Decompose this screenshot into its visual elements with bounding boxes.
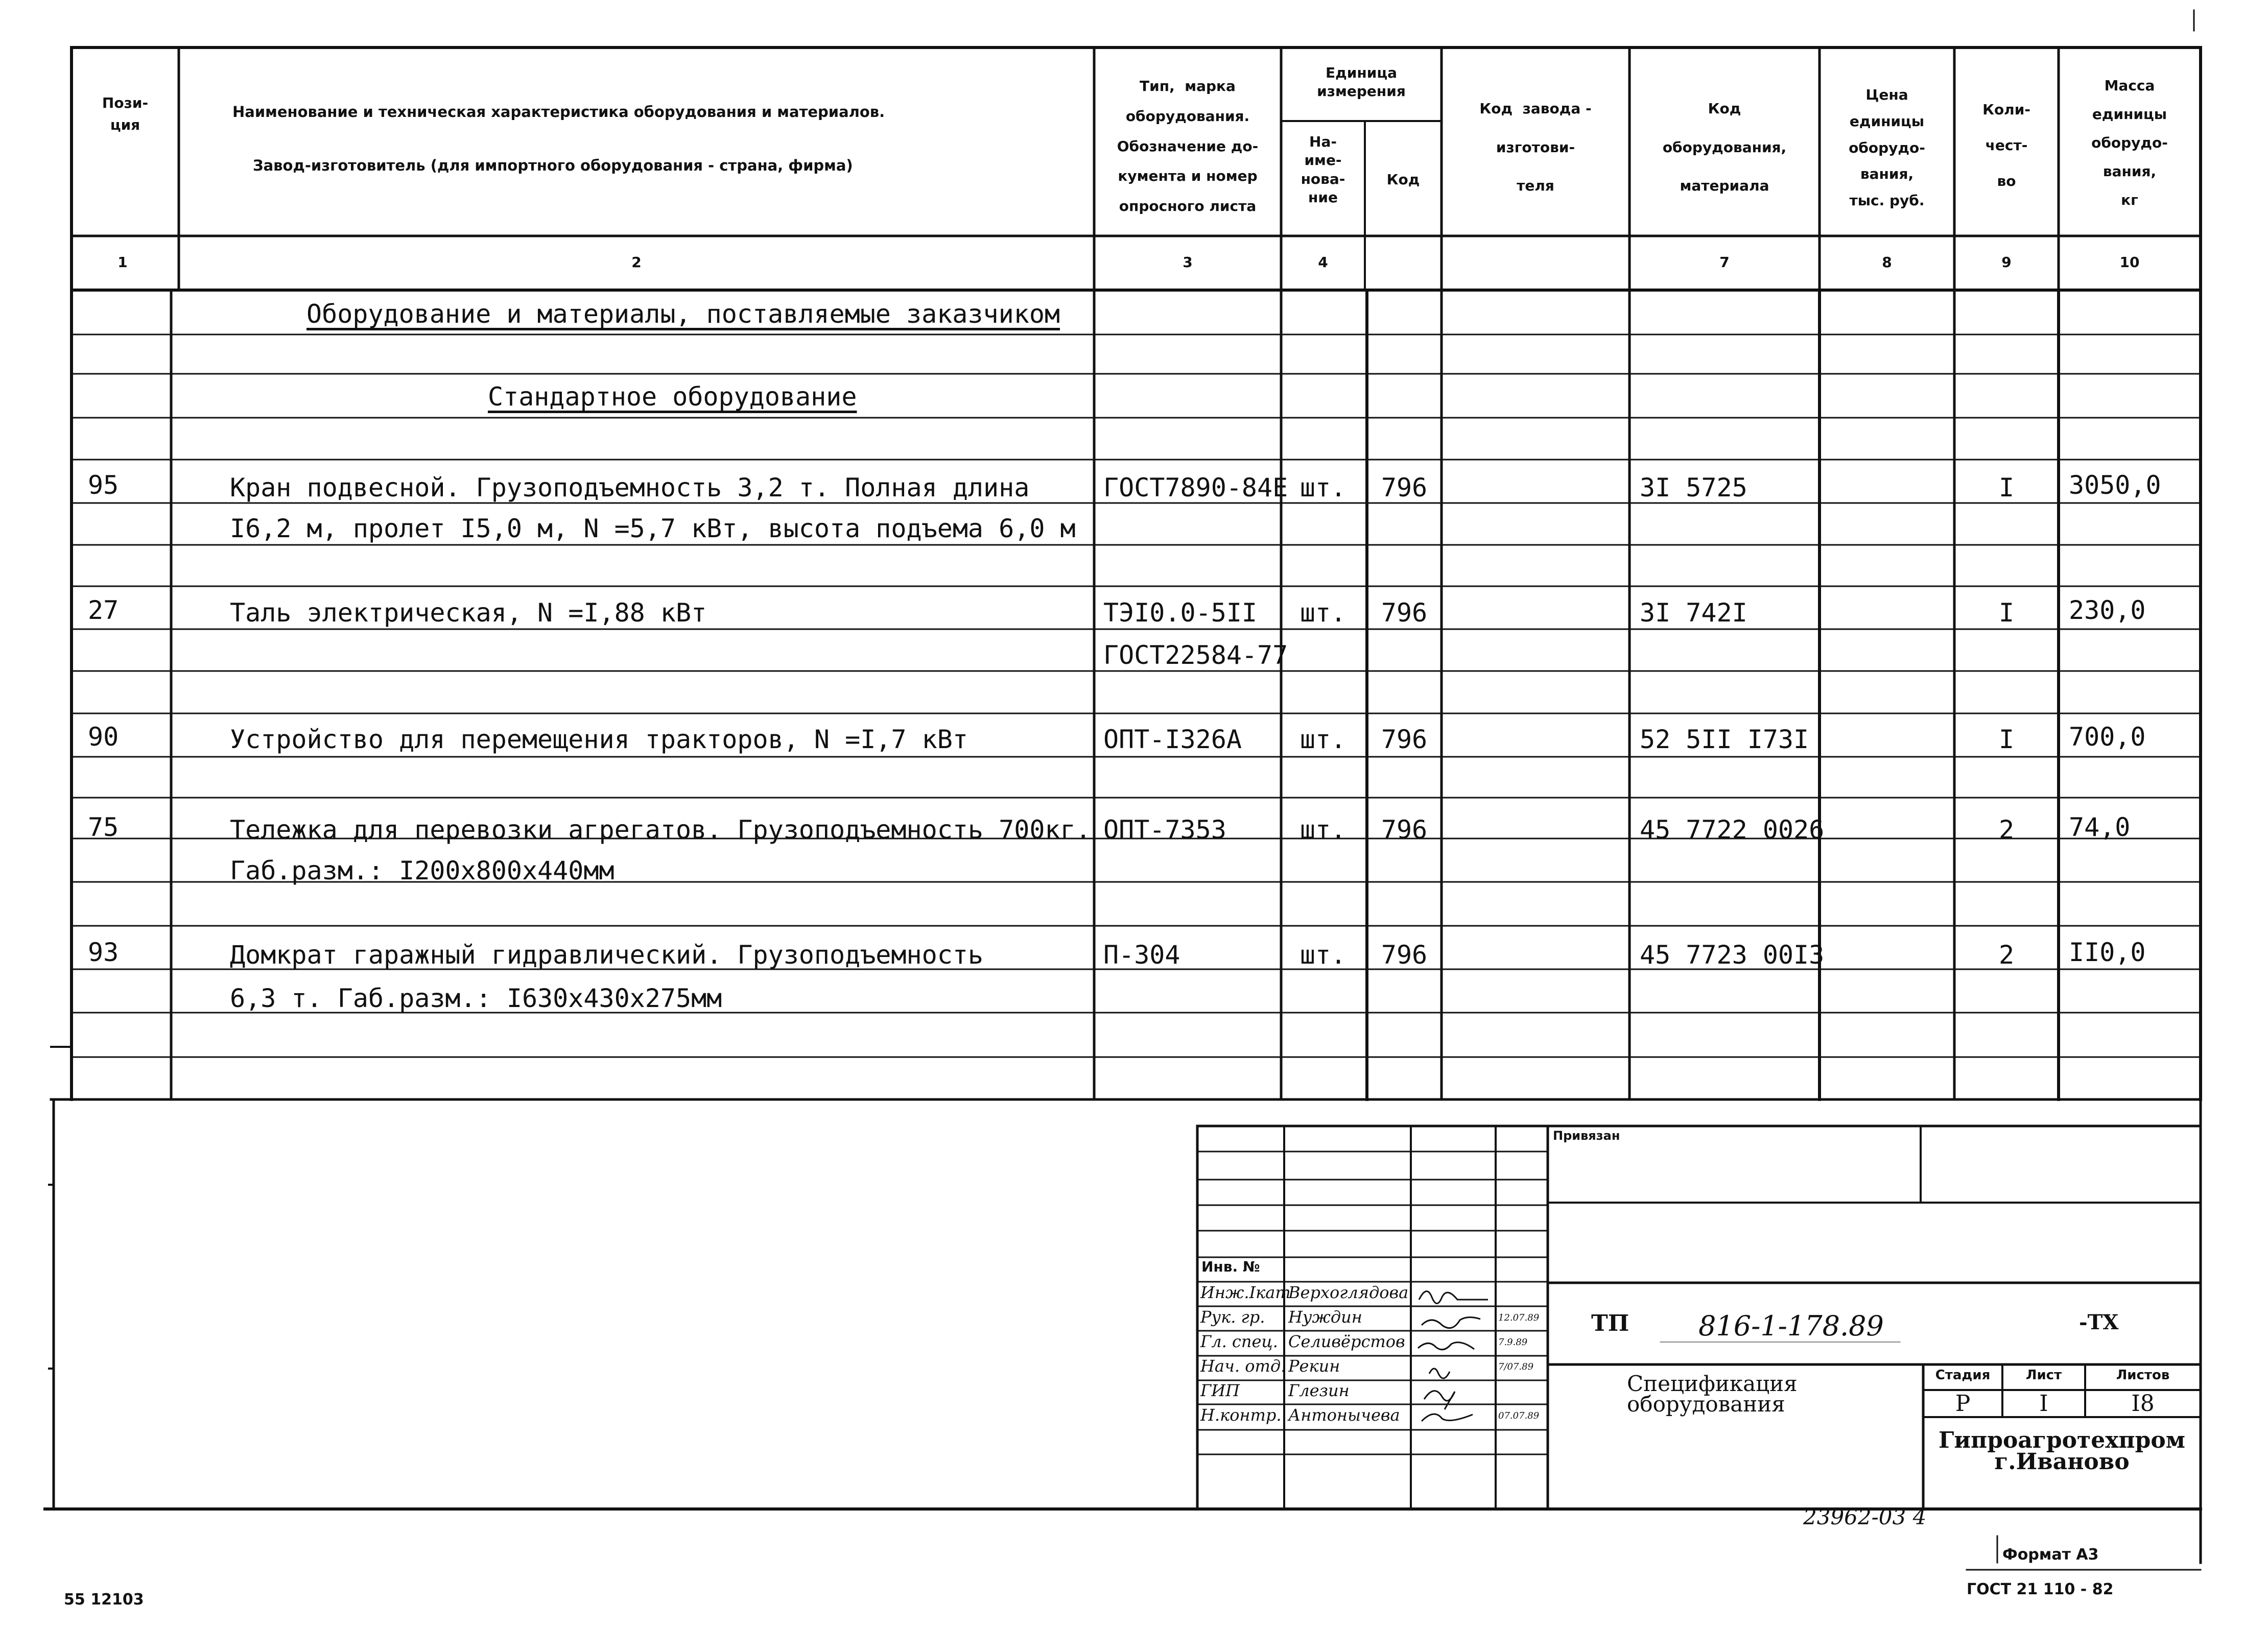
row-unit-code: 796: [1381, 940, 1428, 970]
signer-date: 12.07.89: [1498, 1312, 1540, 1323]
header-price: Цена единицы оборудо- вания, тыс. руб.: [1849, 86, 1925, 209]
sheet-label: Лист: [2025, 1368, 2062, 1383]
row-unit-code: 796: [1381, 815, 1428, 845]
row-name-line: Тележка для перевозки агрегатов. Грузоподъемность 700кг.: [230, 815, 1091, 845]
row-name-line: Кран подвесной. Грузоподъемность 3,2 т. Полная длина: [230, 473, 1030, 502]
doc-title: Спецификация оборудования: [1627, 1371, 1798, 1417]
row-name-line: Габ.разм.: I200х800х440мм: [230, 856, 615, 885]
colnum-9: 9: [2001, 254, 2012, 271]
header-quantity: Коли- чест- во: [1982, 101, 2030, 189]
row-unit-code: 796: [1381, 473, 1428, 502]
header-name-line2: Завод-изготовитель (для импортного оборудования - страна, фирма): [253, 157, 853, 174]
colnum-1: 1: [117, 254, 128, 271]
row-type: П-304: [1103, 940, 1180, 970]
header-unit: Единица измерения: [1317, 64, 1406, 100]
archive-number: 23962-03 4: [1803, 1504, 1927, 1529]
colnum-2: 2: [631, 254, 642, 271]
colnum-4: 4: [1318, 254, 1328, 271]
row-mass: II0,0: [2069, 938, 2146, 967]
row-quantity: I: [1998, 598, 2015, 628]
signer-name: Антонычева: [1288, 1405, 1400, 1425]
colnum-8: 8: [1882, 254, 1892, 271]
row-name-line: Домкрат гаражный гидравлический. Грузоподъемность: [230, 940, 984, 970]
stage-label: Стадия: [1935, 1368, 1991, 1383]
header-plant-code: Код завода - изготови- теля: [1479, 100, 1592, 195]
format-label: Формат А3: [2002, 1546, 2099, 1564]
row-type: ОПТ-7353: [1103, 815, 1226, 845]
row-type: ГОСТ22584-77: [1103, 640, 1288, 670]
signer-name: Рекин: [1288, 1356, 1340, 1376]
sheet-value: I: [2039, 1391, 2048, 1417]
row-position: 75: [88, 812, 119, 842]
row-equipment-code: 45 7722 0026: [1640, 815, 1825, 845]
row-name-line: Таль электрическая, N =I,88 кВт: [230, 598, 707, 628]
row-mass: 700,0: [2069, 722, 2146, 752]
row-name-line: 6,3 т. Габ.разм.: I630х430х275мм: [230, 984, 722, 1013]
colnum-10: 10: [2119, 254, 2140, 271]
signer-name: Верхоглядова: [1288, 1283, 1409, 1302]
section-customer-supplied: Оборудование и материалы, поставляемые заказчиком: [306, 299, 1060, 329]
row-equipment-code: 3I 5725: [1640, 473, 1747, 502]
header-name-line1: Наименование и техническая характеристика оборудования и материалов.: [232, 103, 885, 121]
row-unit: шт.: [1300, 598, 1346, 628]
row-quantity: 2: [1998, 940, 2015, 970]
row-unit-code: 796: [1381, 725, 1428, 754]
sheets-value: I8: [2131, 1391, 2155, 1417]
linked-label: Привязан: [1553, 1129, 1620, 1143]
stage-value: Р: [1955, 1391, 1971, 1417]
sheets-label: Листов: [2116, 1368, 2170, 1383]
header-unit-name: На- име- нова- ние: [1301, 133, 1345, 206]
row-quantity: I: [1998, 725, 2015, 754]
row-type: ГОСТ7890-84Е: [1103, 473, 1288, 502]
header-equipment-code: Код оборудования, материала: [1662, 100, 1787, 195]
header-mass: Масса единицы оборудо- вания, кг: [2091, 77, 2168, 208]
row-quantity: I: [1998, 473, 2015, 502]
colnum-7: 7: [1719, 254, 1730, 271]
row-unit: шт.: [1300, 473, 1346, 502]
signer-role: ГИП: [1200, 1381, 1240, 1400]
row-equipment-code: 3I 742I: [1640, 598, 1747, 628]
signer-role: Н.контр.: [1200, 1405, 1282, 1425]
row-position: 95: [88, 470, 119, 500]
organization: Гипроагротехпром г.Иваново: [1939, 1427, 2185, 1475]
signer-role: Гл. спец.: [1200, 1332, 1278, 1351]
row-type: ОПТ-I326А: [1103, 725, 1242, 754]
signatures-image: [1414, 1284, 1496, 1427]
section-standard-equipment: Стандартное оборудование: [488, 382, 857, 412]
signer-name: Нуждин: [1288, 1307, 1362, 1327]
colnum-3: 3: [1183, 254, 1193, 271]
row-type: ТЭI0.0-5II: [1103, 598, 1258, 628]
row-name-line: Устройство для перемещения тракторов, N =I,7 кВт: [230, 725, 968, 754]
left-code: 55 12103: [64, 1591, 144, 1609]
row-unit-code: 796: [1381, 598, 1428, 628]
signer-role: Нач. отд.: [1200, 1356, 1286, 1376]
signer-name: Селивёрстов: [1288, 1332, 1405, 1351]
row-unit: шт.: [1300, 725, 1346, 754]
signer-role: Рук. гр.: [1200, 1307, 1265, 1327]
signer-date: 07.07.89: [1498, 1410, 1540, 1421]
header-position: Пози- ция: [102, 94, 149, 134]
row-equipment-code: 45 7723 00I3: [1640, 940, 1825, 970]
signer-role: Инж.Iкат: [1200, 1283, 1291, 1302]
row-unit: шт.: [1300, 940, 1346, 970]
row-unit: шт.: [1300, 815, 1346, 845]
signer-name: Глезин: [1288, 1381, 1350, 1400]
doc-suffix: -ТХ: [2079, 1310, 2119, 1334]
doc-prefix: ТП: [1591, 1310, 1629, 1336]
row-quantity: 2: [1998, 815, 2015, 845]
signer-date: 7.9.89: [1498, 1337, 1528, 1348]
row-position: 27: [88, 595, 119, 625]
row-mass: 230,0: [2069, 595, 2146, 625]
gost-label: ГОСТ 21 110 - 82: [1967, 1580, 2114, 1598]
row-position: 93: [88, 938, 119, 967]
inventory-label: Инв. №: [1201, 1258, 1260, 1275]
header-type: Тип, марка оборудования. Обозначение до- кумента и номер опросного листа: [1117, 78, 1259, 215]
row-mass: 3050,0: [2069, 470, 2161, 500]
doc-number: 816-1-178.89: [1698, 1310, 1884, 1342]
row-name-line: I6,2 м, пролет I5,0 м, N =5,7 кВт, высота подъема 6,0 м: [230, 514, 1076, 543]
row-position: 90: [88, 722, 119, 752]
signer-date: 7/07.89: [1498, 1361, 1534, 1372]
row-equipment-code: 52 5II I73I: [1640, 725, 1809, 754]
header-unit-code: Код: [1386, 171, 1420, 188]
row-mass: 74,0: [2069, 812, 2131, 842]
